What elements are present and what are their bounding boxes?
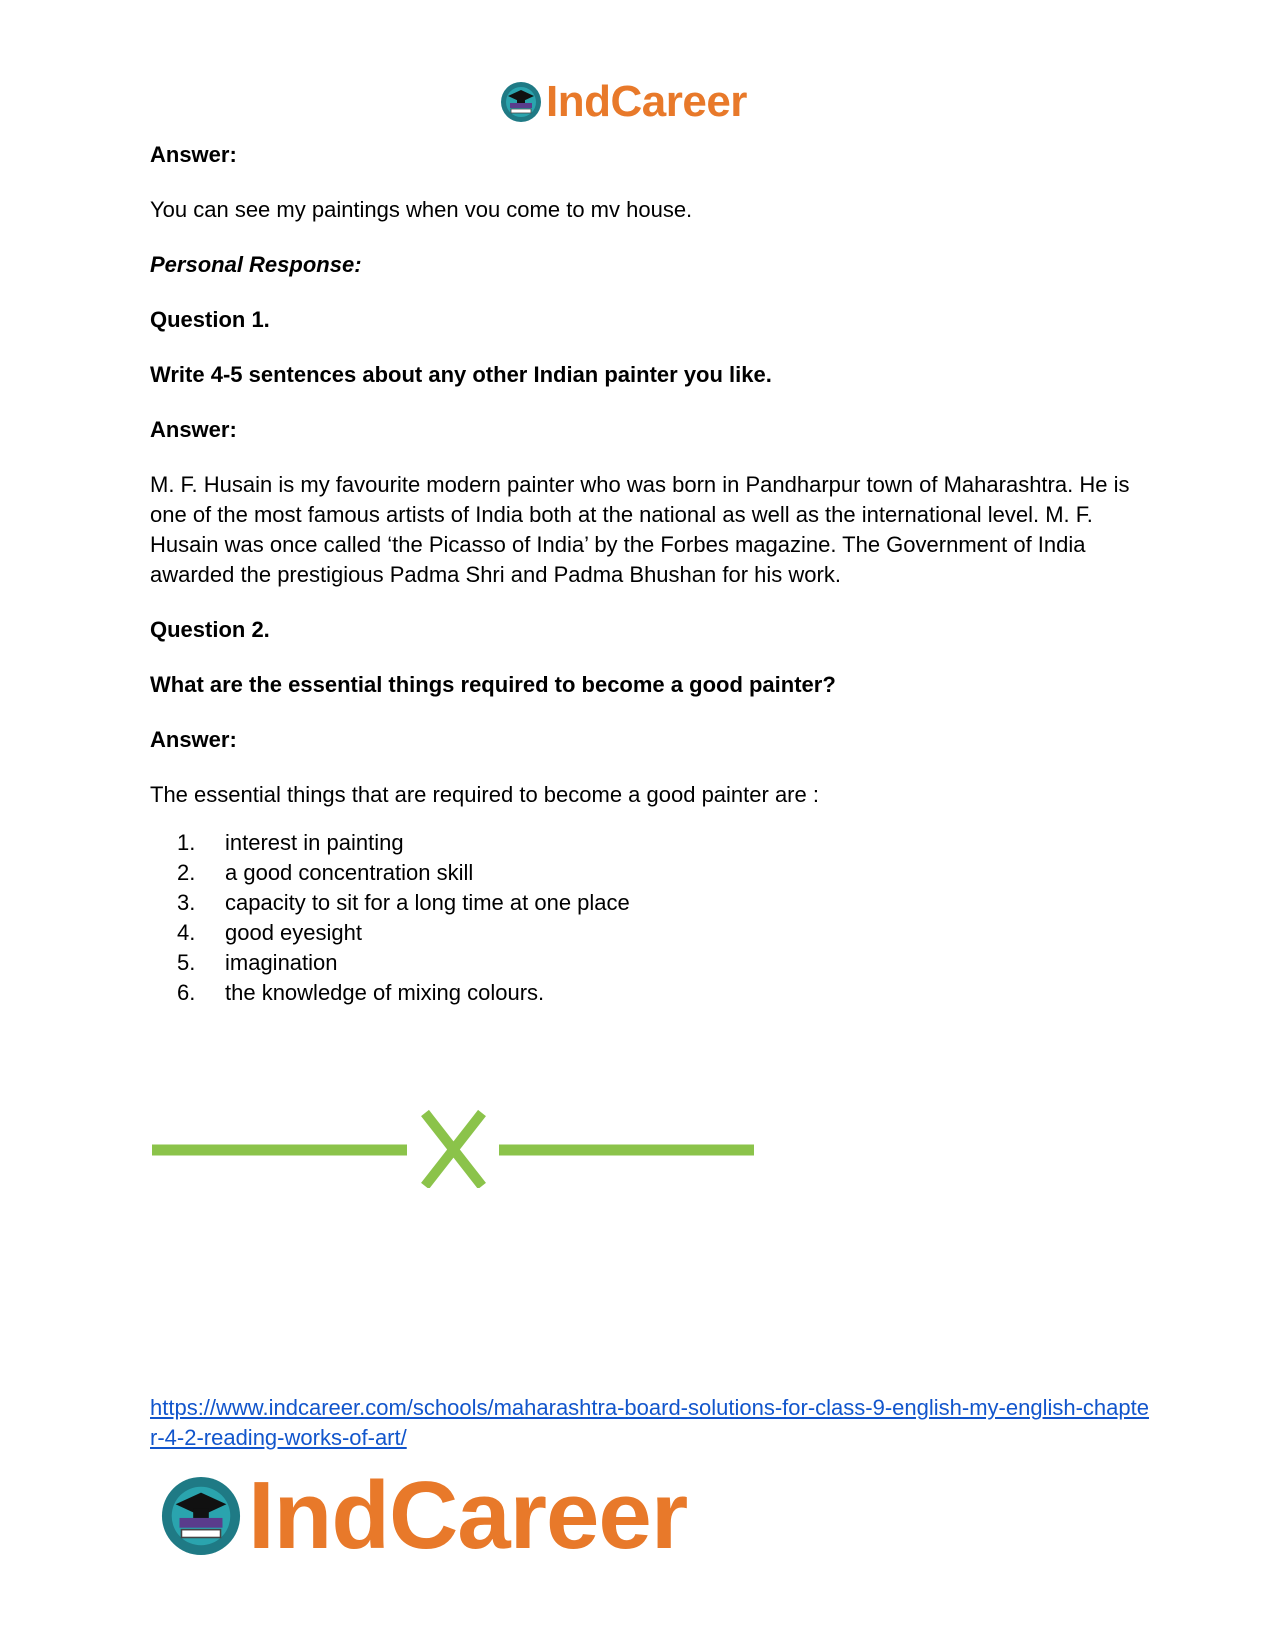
list-item — [150, 888, 1130, 918]
header-logo-text: IndCareer — [546, 77, 747, 126]
list-item-number: 5. — [177, 950, 196, 975]
x-divider-icon — [152, 1108, 754, 1188]
personal-response-heading: Personal Response: — [150, 252, 362, 277]
answer-label: Answer: — [150, 727, 237, 752]
list-item-number: 1. — [177, 830, 196, 855]
question-label: Question 1. — [150, 307, 270, 332]
list-item-text: good eyesight — [225, 920, 362, 945]
list-item-number: 6. — [177, 980, 196, 1005]
list-item-text: the knowledge of mixing colours. — [225, 980, 545, 1005]
list-item-number: 3. — [177, 890, 196, 915]
list-item-text: a good concentration skill — [225, 860, 474, 885]
list-item — [150, 858, 1130, 888]
graduation-cap-books-icon — [500, 81, 542, 123]
list-item — [150, 918, 1130, 948]
question-text: Write 4-5 sentences about any other Indian painter you like. — [150, 362, 772, 387]
question-label: Question 2. — [150, 617, 270, 642]
question-text: What are the essential things required to become a good painter? — [150, 672, 836, 697]
list-item — [150, 948, 1130, 978]
list-item-number: 2. — [177, 860, 196, 885]
main-content — [150, 140, 1130, 1008]
answer-text: You can see my paintings when vou come to mv house. — [150, 197, 693, 222]
list-item-text: interest in painting — [225, 830, 404, 855]
list-item-text: imagination — [225, 950, 338, 975]
answer-label: Answer: — [150, 142, 237, 167]
footer-logo-text: IndCareer — [248, 1462, 688, 1569]
requirements-list — [150, 828, 1130, 1008]
list-item-text: capacity to sit for a long time at one place — [225, 890, 630, 915]
list-item-number: 4. — [177, 920, 196, 945]
header-logo — [500, 77, 747, 126]
list-item — [150, 978, 1130, 1008]
footer-logo — [160, 1462, 688, 1569]
answer-paragraph: M. F. Husain is my favourite modern painter who was born in Pandharpur town of Maharashtra. He is one of the most famous artists of India both at the national as well as the international level. M. F. Husain was once called ‘the Picasso of India’ by the Forbes magazine. The Government of India awarded the prestigious Padma Shri and Padma Bhushan for his work. — [150, 472, 1130, 587]
graduation-cap-books-icon — [160, 1475, 242, 1557]
answer-label: Answer: — [150, 417, 237, 442]
list-item — [150, 828, 1130, 858]
answer-intro: The essential things that are required to become a good painter are : — [150, 782, 819, 807]
source-url-link[interactable]: https://www.indcareer.com/schools/maharashtra-board-solutions-for-class-9-english-my-english-chapter-4-2-reading-works-of-art/ — [150, 1395, 1149, 1450]
